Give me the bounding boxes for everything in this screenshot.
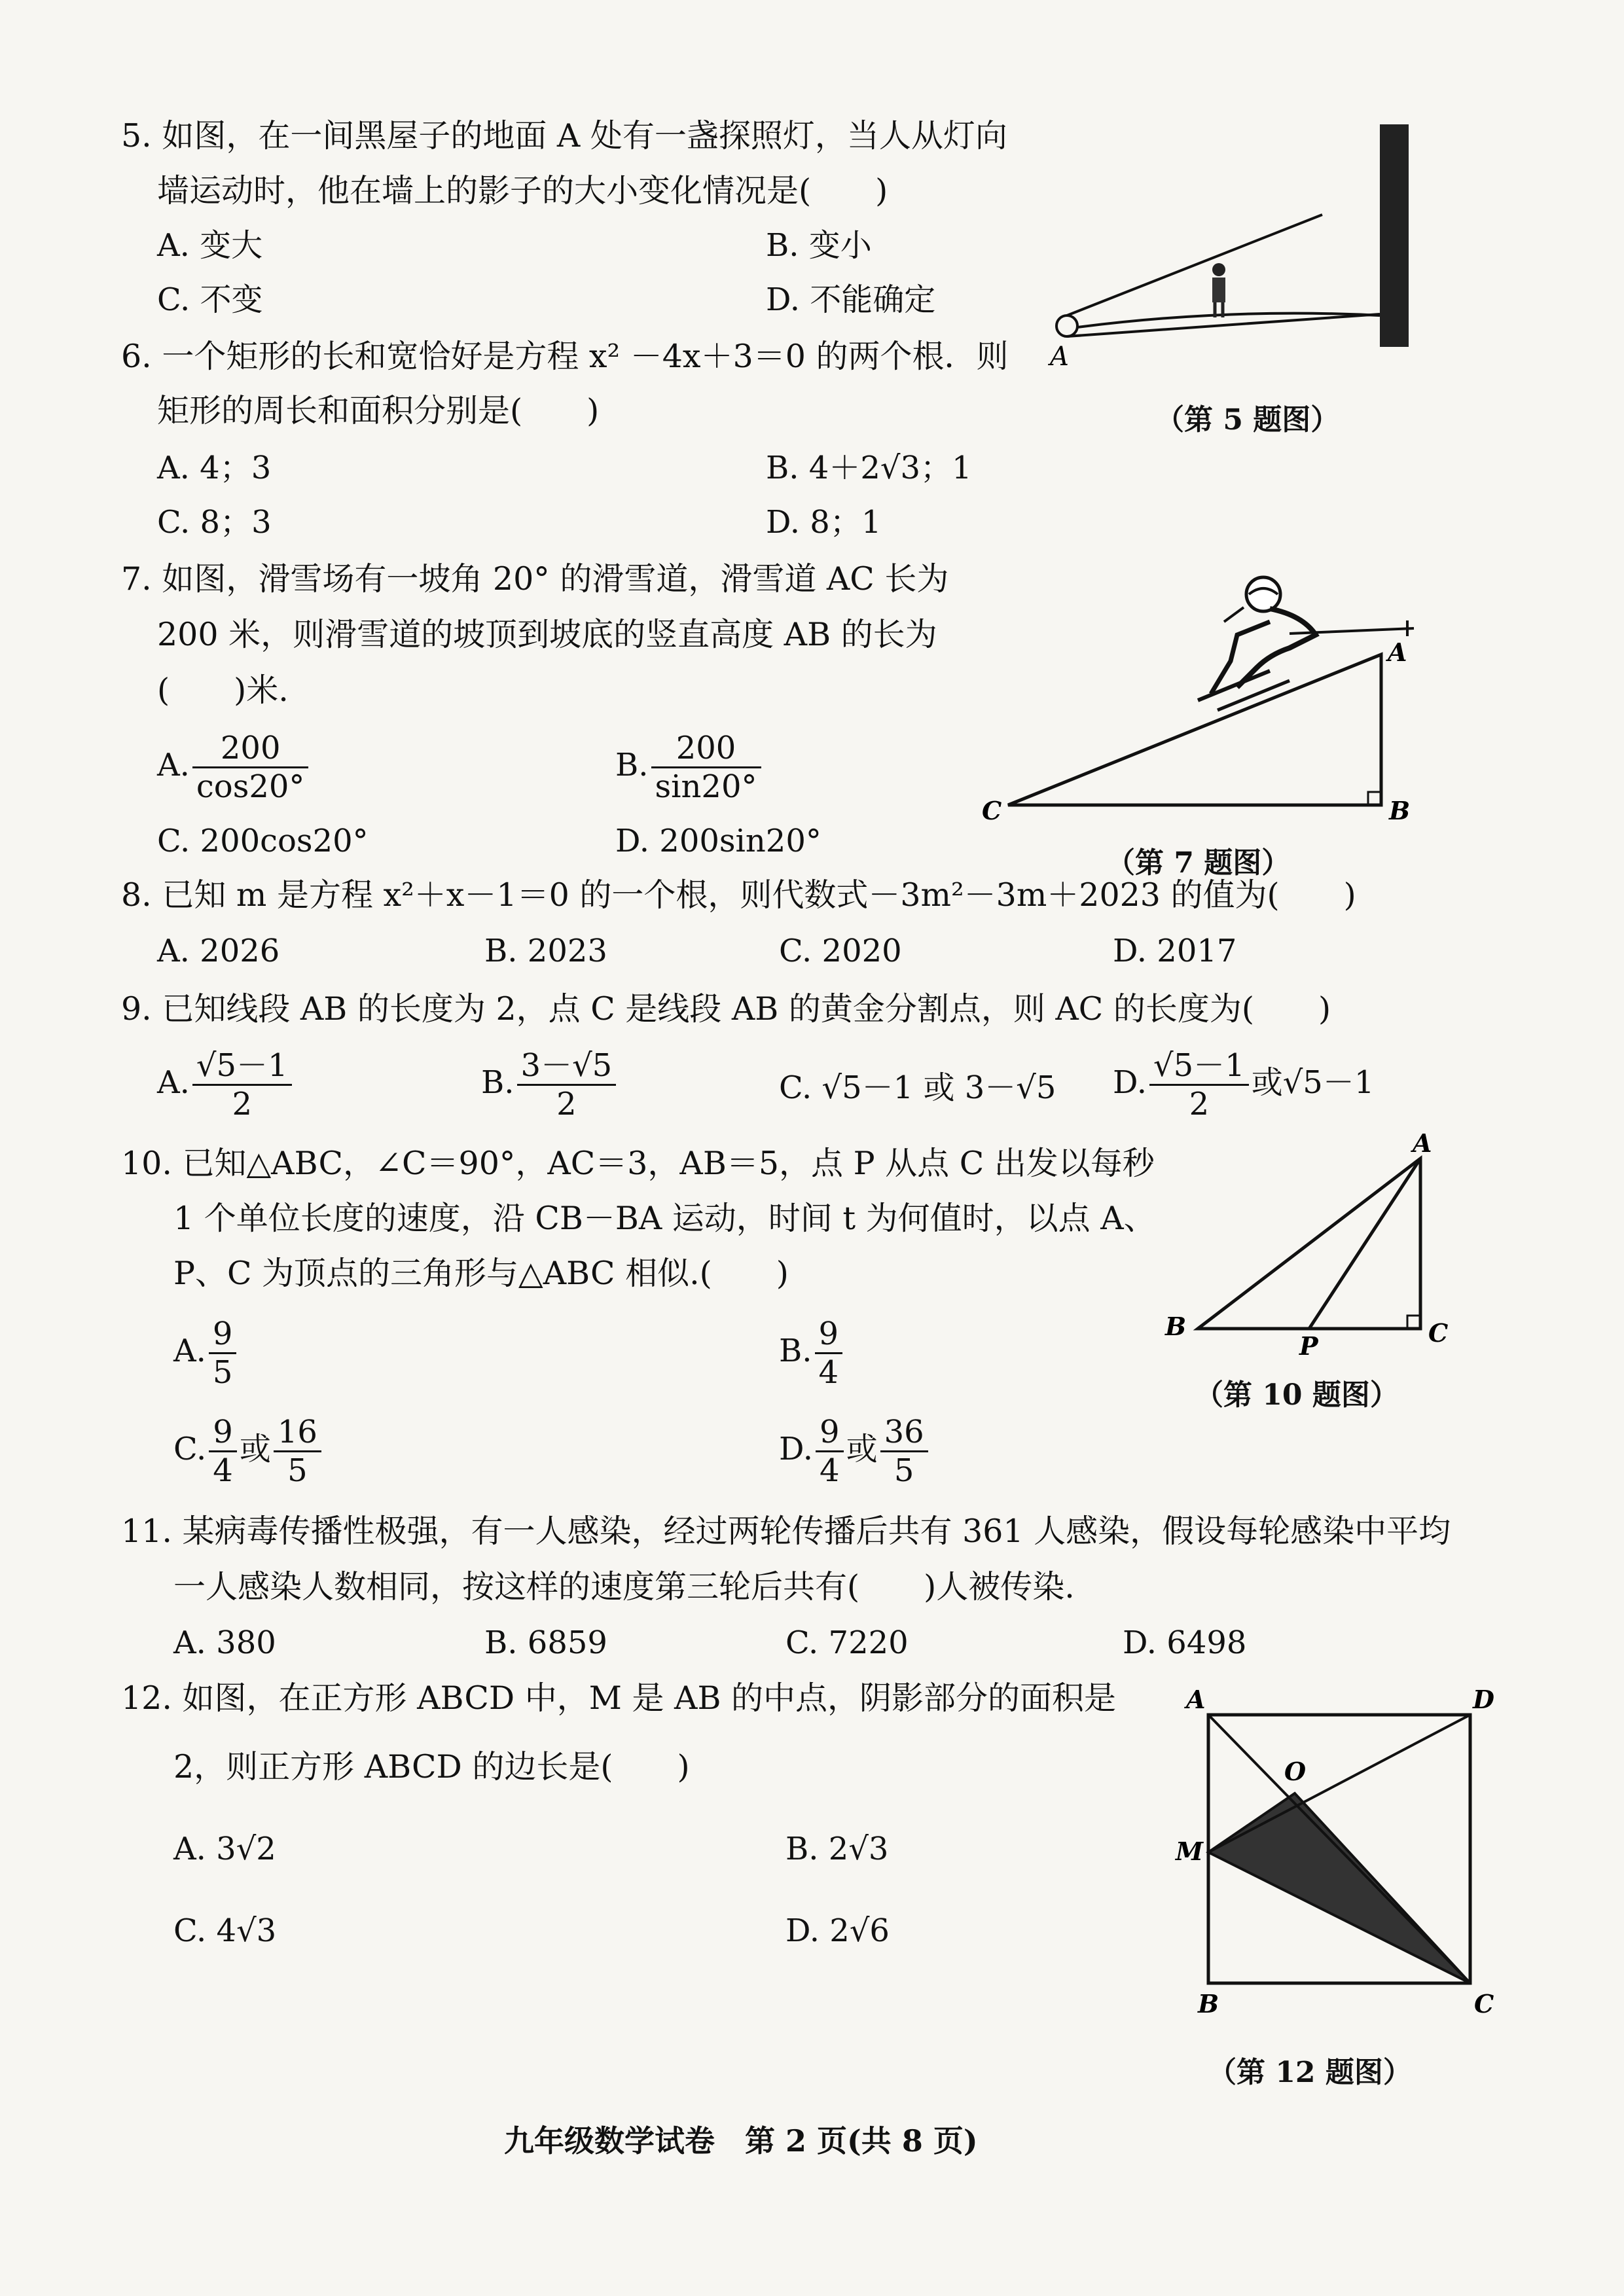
q5-option-a: A. 变大: [157, 227, 263, 264]
q10-option-d: D. $\frac{9}{4}$ 或 $\frac{36}{5}$: [779, 1414, 931, 1489]
q11-option-b: B. 6859: [484, 1624, 607, 1661]
q5-caption: （第 5 题图）: [1155, 403, 1340, 437]
q10-figure: [1159, 1128, 1473, 1361]
q10-label-a: A: [1413, 1128, 1432, 1158]
q12-label-m: M: [1176, 1837, 1204, 1866]
q7-option-a: A. $\frac{200}{\cos 20^\circ}$: [157, 730, 311, 805]
q6-option-a: A. 4；3: [157, 450, 272, 486]
q9-option-a: A. $\frac{√5-1}{2}$: [157, 1047, 295, 1122]
q5-label-a: A: [1050, 342, 1069, 372]
q7-line3: ( )米.: [157, 672, 289, 709]
q12-label-a: A: [1186, 1685, 1206, 1714]
q6-option-c: C. 8；3: [157, 504, 272, 541]
q9-option-c: C. √5－1 或 3－√5: [779, 1069, 1056, 1106]
q9-line1: 9. 已知线段 AB 的长度为 2，点 C 是线段 AB 的黄金分割点，则 AC 的长度为( ): [121, 990, 1331, 1028]
triangle-abc: [1198, 1158, 1420, 1329]
q12-option-a: A. 3√2: [173, 1831, 276, 1867]
q5-line2: 墙运动时，他在墙上的影子的大小变化情况是( ): [157, 172, 888, 209]
q12-label-o: O: [1284, 1757, 1307, 1786]
q12-line2: 2，则正方形 ABCD 的边长是( ): [173, 1748, 690, 1785]
q7-option-d: D. 200sin20°: [615, 823, 821, 859]
q12-line1: 12. 如图，在正方形 ABCD 中，M 是 AB 的中点，阴影部分的面积是: [121, 1679, 1117, 1717]
q7-line1: 7. 如图，滑雪场有一坡角 20° 的滑雪道，滑雪道 AC 长为: [121, 560, 949, 598]
q8-option-c: C. 2020: [779, 933, 902, 969]
q12-label-c: C: [1474, 1989, 1494, 2018]
q11-line2: 一人感染人数相同，按这样的速度第三轮后共有( )人被传染.: [173, 1568, 1075, 1605]
q12-caption: （第 12 题图）: [1208, 2056, 1412, 2089]
page-footer: 九年级数学试卷 第 2 页(共 8 页): [504, 2123, 978, 2159]
q12-figure: [1172, 1682, 1499, 2022]
q10-line1: 10. 已知△ABC，∠C＝90°，AC＝3，AB＝5，点 P 从点 C 出发以每秒: [121, 1145, 1155, 1182]
q8-option-a: A. 2026: [157, 933, 280, 969]
q11-option-a: A. 380: [173, 1624, 276, 1661]
q12-option-c: C. 4√3: [173, 1912, 277, 1949]
q5-option-d: D. 不能确定: [766, 281, 936, 318]
q6-line2: 矩形的周长和面积分别是( ): [157, 392, 600, 429]
q5-figure: [1034, 118, 1440, 393]
q10-line2: 1 个单位长度的速度，沿 CB－BA 运动，时间 t 为何值时，以点 A、: [173, 1200, 1156, 1237]
q10-label-c: C: [1428, 1318, 1449, 1348]
q6-line1: 6. 一个矩形的长和宽恰好是方程 x² －4x＋3＝0 的两个根．则: [121, 338, 1009, 375]
q5-option-c: C. 不变: [157, 281, 263, 318]
person-icon: [1212, 263, 1225, 317]
q12-option-b: B. 2√3: [785, 1831, 889, 1867]
q5-line1: 5. 如图，在一间黑屋子的地面 A 处有一盏探照灯，当人从灯向: [121, 117, 1007, 154]
spotlight: [1056, 315, 1077, 336]
q7-caption: （第 7 题图）: [1106, 846, 1291, 880]
q7-label-b: B: [1389, 796, 1411, 825]
q10-line3: P、C 为顶点的三角形与△ABC 相似.( ): [173, 1255, 789, 1292]
shaded-region: [1208, 1793, 1470, 1983]
q10-caption: （第 10 题图）: [1195, 1378, 1399, 1412]
slope-triangle: [1008, 655, 1381, 805]
q11-line1: 11. 某病毒传播性极强，有一人感染，经过两轮传播后共有 361 人感染，假设每轮感染中平均: [121, 1513, 1451, 1550]
segment-ap: [1309, 1158, 1420, 1329]
q7-option-c: C. 200cos20°: [157, 823, 369, 859]
q7-label-c: C: [982, 796, 1002, 825]
q12-label-b: B: [1198, 1989, 1219, 2018]
q8-line1: 8. 已知 m 是方程 x²＋x－1＝0 的一个根，则代数式－3m²－3m＋2023 的值为( ): [121, 876, 1356, 914]
q6-option-b: B. 4＋2√3；1: [766, 450, 972, 486]
q10-option-b: B. $\frac{9}{4}$: [779, 1316, 845, 1391]
wall: [1380, 124, 1409, 347]
q11-option-d: D. 6498: [1123, 1624, 1247, 1661]
q9-option-d: D. $\frac{√5-1}{2}$ 或√5－1: [1113, 1047, 1375, 1122]
q8-option-b: B. 2023: [484, 933, 607, 969]
q7-line2: 200 米，则滑雪道的坡顶到坡底的竖直高度 AB 的长为: [157, 616, 937, 653]
q5-option-b: B. 变小: [766, 227, 872, 264]
q8-option-d: D. 2017: [1113, 933, 1237, 969]
q10-option-a: A. $\frac{9}{5}$: [173, 1316, 239, 1391]
q9-option-b: B. $\frac{3-√5}{2}$: [481, 1047, 619, 1122]
q6-option-d: D. 8；1: [766, 504, 882, 541]
q12-label-d: D: [1473, 1685, 1494, 1714]
q11-option-c: C. 7220: [785, 1624, 909, 1661]
q10-option-c: C. $\frac{9}{4}$ 或 $\frac{16}{5}$: [173, 1414, 324, 1489]
q10-label-b: B: [1165, 1312, 1187, 1341]
q7-label-a: A: [1388, 637, 1407, 667]
q12-option-d: D. 2√6: [785, 1912, 890, 1949]
q7-figure: [962, 563, 1447, 838]
q10-label-p: P: [1299, 1331, 1318, 1361]
q7-option-b: B. $\frac{200}{\sin 20^\circ}$: [615, 730, 764, 805]
